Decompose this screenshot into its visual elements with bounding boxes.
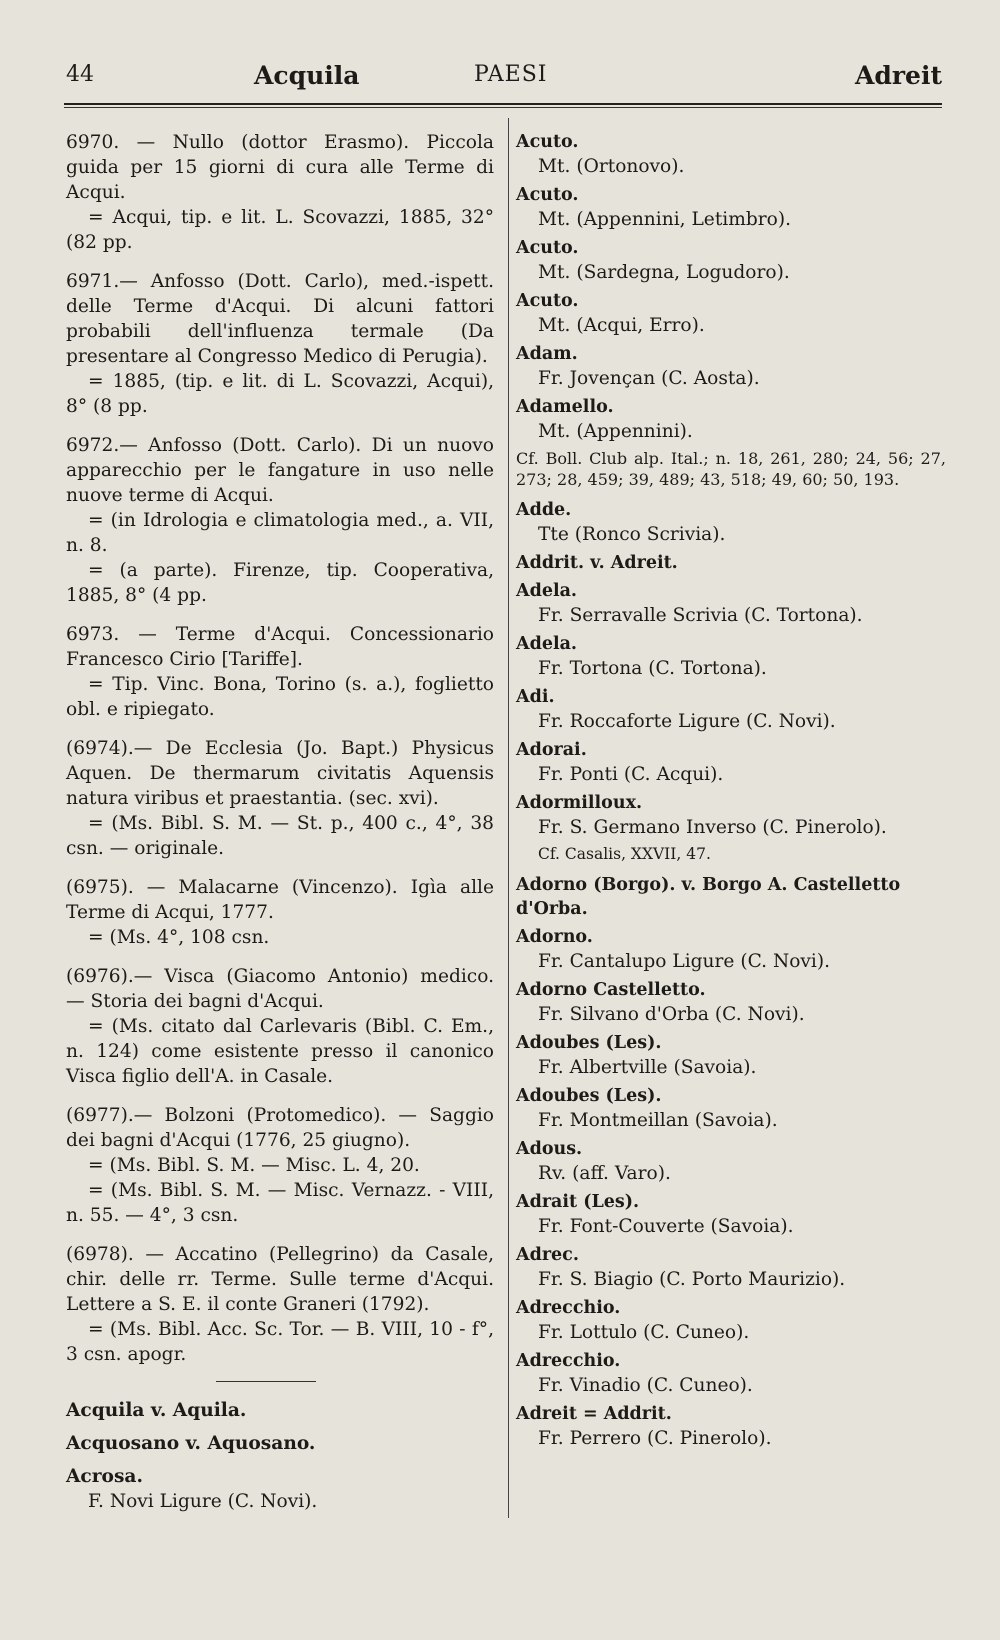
gazetteer-entry <box>516 1190 946 1239</box>
entry-location: Fr. S. Biagio (C. Porto Maurizio). <box>538 1269 846 1290</box>
gazetteer-entry <box>516 1243 946 1292</box>
gazetteer-entry <box>516 873 946 921</box>
section-separator <box>216 1381 316 1382</box>
entry-location: Fr. Vinadio (C. Cuneo). <box>538 1375 753 1396</box>
header-right-word: Adreit <box>855 61 942 90</box>
entry-imprint: = (Ms. Bibl. S. M. — St. p., 400 c., 4°, 38 csn. — originale. <box>66 813 494 859</box>
entry-imprint: = (Ms. Bibl. Acc. Sc. Tor. — B. VIII, 10 - f°, 3 csn. apogr. <box>66 1319 494 1365</box>
column-divider <box>508 118 509 1518</box>
entry-location: Mt. (Acqui, Erro). <box>538 315 705 336</box>
gazetteer-entry <box>516 236 946 285</box>
entry-imprint: = (Ms. Bibl. S. M. — Misc. L. 4, 20. <box>88 1155 420 1176</box>
gazetteer-entry <box>516 978 946 1027</box>
gazetteer-entry <box>516 183 946 232</box>
gazetteer-entry <box>516 1137 946 1186</box>
entry-headword: Adormilloux. <box>516 793 643 813</box>
gazetteer-entry <box>516 1296 946 1345</box>
xref-acrosa-location: F. Novi Ligure (C. Novi). <box>88 1491 318 1512</box>
entry-headword: Adorno Castelletto. <box>516 980 706 1000</box>
gazetteer-entry <box>516 791 946 840</box>
entry-headword: Adde. <box>516 500 572 520</box>
entry-text: 6971.— Anfosso (Dott. Carlo), med.-ispett. delle Terme d'Acqui. Di alcuni fattori probabili dell'influenza termale (Da presentare al Congresso Medico di Perugia). <box>66 271 494 367</box>
reference-note: Cf. Boll. Club alp. Ital.; n. 18, 261, 280; 24, 56; 27, 273; 28, 459; 39, 489; 43, 518; 49, 60; 50, 193. <box>516 449 946 489</box>
xref-acquosano: Acquosano v. Aquosano. <box>66 1433 316 1454</box>
entry-location: Fr. Albertville (Savoia). <box>538 1057 757 1078</box>
entry-6971 <box>66 269 494 419</box>
gazetteer-entry <box>516 130 946 179</box>
entry-6972 <box>66 433 494 608</box>
gazetteer-entry <box>516 925 946 974</box>
entry-headword: Adoubes (Les). <box>516 1033 662 1053</box>
entry-headword: Addrit. v. Adreit. <box>516 553 678 573</box>
entry-headword: Adamello. <box>516 397 614 417</box>
header-rule-thin <box>64 107 942 108</box>
right-column <box>516 130 946 1455</box>
entry-headword: Acuto. <box>516 291 579 311</box>
entry-location: Mt. (Appennini). <box>538 421 693 442</box>
entry-headword: Adoubes (Les). <box>516 1086 662 1106</box>
gazetteer-entry <box>516 738 946 787</box>
xref-acquila: Acquila v. Aquila. <box>66 1400 247 1421</box>
entry-headword: Adorai. <box>516 740 587 760</box>
entry-location: Tte (Ronco Scrivia). <box>538 524 726 545</box>
entry-6974 <box>66 736 494 861</box>
entry-headword: Adorno (Borgo). v. Borgo A. Castelletto d'Orba. <box>516 875 901 919</box>
gazetteer-entry <box>516 289 946 338</box>
entry-headword: Adela. <box>516 634 578 654</box>
entry-headword: Adreit = Addrit. <box>516 1404 672 1424</box>
entry-location: Fr. Lottulo (C. Cuneo). <box>538 1322 750 1343</box>
entry-location: Fr. Cantalupo Ligure (C. Novi). <box>538 951 831 972</box>
entry-headword: Adrec. <box>516 1245 579 1265</box>
header-section: PAESI <box>474 62 548 87</box>
page-number: 44 <box>66 62 94 87</box>
left-column <box>66 130 494 1522</box>
entry-location: Fr. Jovençan (C. Aosta). <box>538 368 760 389</box>
entry-location: Fr. Ponti (C. Acqui). <box>538 764 724 785</box>
gazetteer-entry <box>516 395 946 444</box>
gazetteer-entry <box>516 1031 946 1080</box>
entry-headword: Adam. <box>516 344 578 364</box>
entry-6973 <box>66 622 494 722</box>
entry-text: (6978). — Accatino (Pellegrino) da Casale, chir. delle rr. Terme. Sulle terme d'Acqui. Lettere a S. E. il conte Graneri (1792). <box>66 1244 494 1315</box>
entry-headword: Adi. <box>516 687 555 707</box>
entry-location: Mt. (Sardegna, Logudoro). <box>538 262 790 283</box>
entry-location: Fr. Roccaforte Ligure (C. Novi). <box>538 711 836 732</box>
entry-6976 <box>66 964 494 1089</box>
entry-location: Fr. Montmeillan (Savoia). <box>538 1110 778 1131</box>
entry-6978 <box>66 1242 494 1367</box>
entry-text: (6974).— De Ecclesia (Jo. Bapt.) Physicus Aquen. De thermarum civitatis Aquensis natura viribus et praestantia. (sec. xvi). <box>66 738 494 809</box>
entry-imprint: = (a parte). Firenze, tip. Cooperativa, 1885, 8° (4 pp. <box>66 560 494 606</box>
entry-text: (6975). — Malacarne (Vincenzo). Igìa alle Terme di Acqui, 1777. <box>66 877 494 923</box>
entry-text: 6970. — Nullo (dottor Erasmo). Piccola guida per 15 giorni di cura alle Terme di Acqui. <box>66 132 494 203</box>
entry-text: (6977).— Bolzoni (Protomedico). — Saggio dei bagni d'Acqui (1776, 25 giugno). <box>66 1105 494 1151</box>
entry-imprint: = 1885, (tip. e lit. di L. Scovazzi, Acqui), 8° (8 pp. <box>66 371 494 417</box>
entry-text: 6972.— Anfosso (Dott. Carlo). Di un nuovo apparecchio per le fangature in uso nelle nuove terme di Acqui. <box>66 435 494 506</box>
gazetteer-entry <box>516 342 946 391</box>
entry-headword: Adrait (Les). <box>516 1192 640 1212</box>
entry-imprint: = (Ms. citato dal Carlevaris (Bibl. C. Em., n. 124) come esistente presso il canonico Visca figlio dell'A. in Casale. <box>66 1016 494 1087</box>
entry-location: Mt. (Appennini, Letimbro). <box>538 209 792 230</box>
entry-6970 <box>66 130 494 255</box>
entry-imprint: = (in Idrologia e climatologia med., a. VII, n. 8. <box>66 510 494 556</box>
entry-headword: Acuto. <box>516 132 579 152</box>
entry-location: Fr. S. Germano Inverso (C. Pinerolo). <box>538 817 887 838</box>
gazetteer-entry <box>516 1349 946 1398</box>
reference-note: Cf. Casalis, XXVII, 47. <box>538 845 711 863</box>
entry-location: Mt. (Ortonovo). <box>538 156 685 177</box>
entry-imprint: = (Ms. 4°, 108 csn. <box>88 927 270 948</box>
gazetteer-entry <box>516 1084 946 1133</box>
entry-location: Fr. Perrero (C. Pinerolo). <box>538 1428 772 1449</box>
entry-headword: Adrecchio. <box>516 1298 621 1318</box>
entry-headword: Adela. <box>516 581 578 601</box>
entry-location: Fr. Serravalle Scrivia (C. Tortona). <box>538 605 863 626</box>
entry-location: Rv. (aff. Varo). <box>538 1163 671 1184</box>
entry-location: Fr. Silvano d'Orba (C. Novi). <box>538 1004 805 1025</box>
entry-imprint: = Tip. Vinc. Bona, Torino (s. a.), foglietto obl. e ripiegato. <box>66 674 494 720</box>
gazetteer-entry <box>516 579 946 628</box>
entry-location: Fr. Font-Couverte (Savoia). <box>538 1216 794 1237</box>
gazetteer-entry <box>516 685 946 734</box>
entry-6977 <box>66 1103 494 1228</box>
entry-headword: Acuto. <box>516 185 579 205</box>
entry-location: Fr. Tortona (C. Tortona). <box>538 658 767 679</box>
entry-text: (6976).— Visca (Giacomo Antonio) medico. — Storia dei bagni d'Acqui. <box>66 966 494 1012</box>
entry-6975 <box>66 875 494 950</box>
entry-headword: Acuto. <box>516 238 579 258</box>
running-header <box>66 62 942 98</box>
xref-acrosa: Acrosa. <box>66 1466 143 1487</box>
gazetteer-entry <box>516 1402 946 1451</box>
entry-imprint: = (Ms. Bibl. S. M. — Misc. Vernazz. - VIII, n. 55. — 4°, 3 csn. <box>66 1180 494 1226</box>
header-rule <box>64 103 942 105</box>
header-left-word: Acquila <box>254 61 360 90</box>
gazetteer-entry <box>516 551 946 575</box>
entry-headword: Adorno. <box>516 927 593 947</box>
gazetteer-entry <box>516 632 946 681</box>
entry-imprint: = Acqui, tip. e lit. L. Scovazzi, 1885, 32° (82 pp. <box>66 207 494 253</box>
entry-headword: Adrecchio. <box>516 1351 621 1371</box>
gazetteer-entry <box>516 498 946 547</box>
entry-headword: Adous. <box>516 1139 583 1159</box>
entry-text: 6973. — Terme d'Acqui. Concessionario Francesco Cirio [Tariffe]. <box>66 624 494 670</box>
